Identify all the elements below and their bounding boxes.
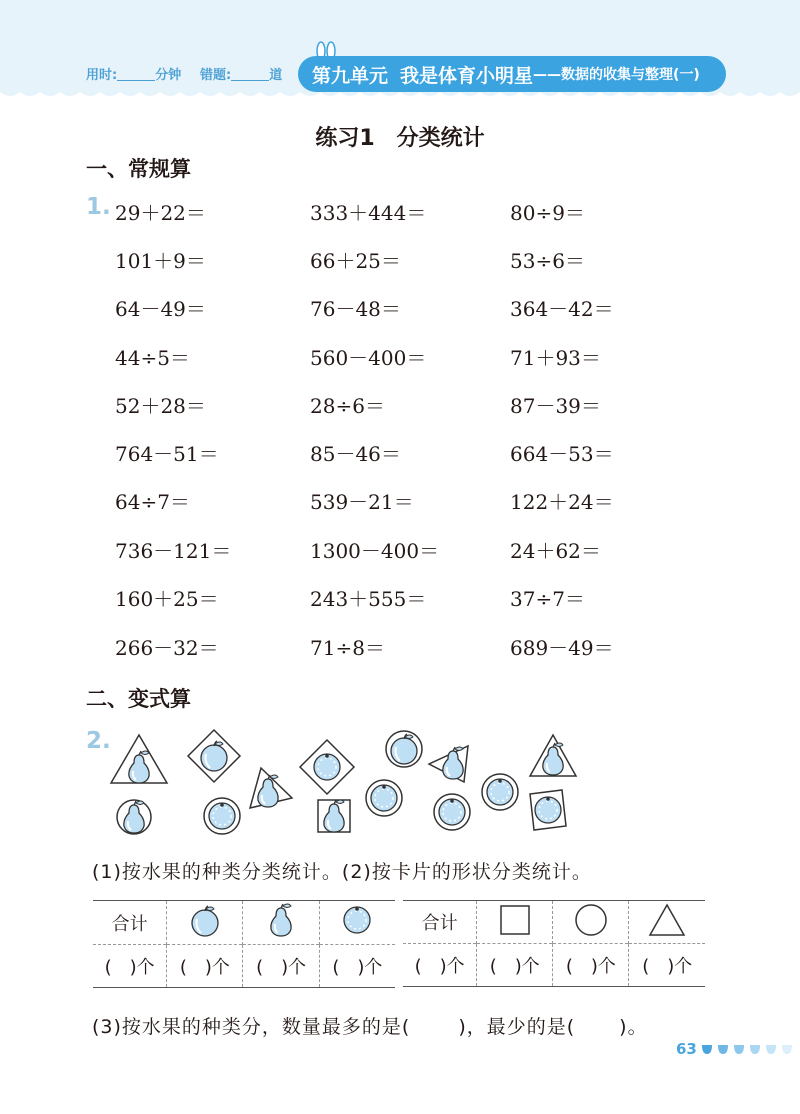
question-2-part-1-2: (1)按水果的种类分类统计。(2)按卡片的形状分类统计。	[92, 861, 592, 883]
equation: 122＋24＝	[510, 490, 614, 514]
equation: 64－49＝	[115, 297, 206, 321]
square-card-with-orange	[524, 788, 568, 832]
circle-card-with-pear	[115, 798, 153, 836]
square-header	[477, 901, 553, 944]
equation: 76－48＝	[310, 297, 401, 321]
circle-card-with-orange	[364, 778, 404, 818]
equation: 101＋9＝	[115, 249, 206, 273]
square-icon	[499, 904, 531, 936]
diamond-card-with-apple	[186, 728, 242, 784]
shape-count-table	[403, 900, 705, 987]
equation: 71＋93＝	[510, 346, 601, 370]
errors-blank[interactable]	[231, 68, 269, 81]
count-blank[interactable]: ( )个	[319, 945, 395, 988]
section-1-title: 一、常规算	[86, 157, 191, 181]
equation: 28÷6＝	[310, 394, 385, 418]
question-2-part-3: (3)按水果的种类分，数量最多的是( )，最少的是( )。	[92, 1016, 648, 1038]
equation: 1300－400＝	[310, 539, 440, 563]
equation: 364－42＝	[510, 297, 614, 321]
section-2-title: 二、变式算	[86, 687, 191, 711]
diamond-card-with-orange	[298, 738, 356, 796]
circle-card-with-orange	[202, 796, 242, 836]
time-field: 用时: 分钟	[86, 68, 182, 83]
equation: 689－49＝	[510, 636, 614, 660]
triangle-card-with-pear	[424, 742, 474, 786]
unit-banner	[298, 56, 726, 92]
equation: 764－51＝	[115, 442, 219, 466]
equation: 44÷5＝	[115, 346, 190, 370]
circle-card-with-apple	[384, 729, 424, 769]
triangle-card-with-pear	[108, 732, 170, 786]
count-blank[interactable]: ( )个	[167, 945, 243, 988]
equation: 64÷7＝	[115, 490, 190, 514]
unit-label: 第九单元	[312, 64, 389, 87]
errors-field: 错题: 道	[200, 68, 283, 83]
circle-card-with-orange	[480, 772, 520, 812]
count-blank[interactable]: ( )个	[403, 944, 477, 987]
orange-header	[319, 901, 395, 945]
question-2-number: 2.	[86, 728, 111, 754]
total-label: 合计	[403, 901, 477, 944]
equation: 66＋25＝	[310, 249, 401, 273]
page-number: 63	[676, 1040, 697, 1058]
equation: 29＋22＝	[115, 201, 206, 225]
equation: 24＋62＝	[510, 539, 601, 563]
equation: 266－32＝	[115, 636, 219, 660]
apple-icon	[188, 903, 222, 937]
time-blank[interactable]	[117, 68, 155, 81]
equation: 52＋28＝	[115, 394, 206, 418]
equation: 53÷6＝	[510, 249, 585, 273]
square-card-with-pear	[316, 798, 352, 834]
count-blank[interactable]: ( )个	[629, 944, 705, 987]
apple-header	[167, 901, 243, 945]
orange-icon	[340, 903, 374, 937]
pear-header	[243, 901, 319, 945]
page-dots-decoration	[700, 1042, 795, 1056]
equation: 71÷8＝	[310, 636, 385, 660]
triangle-icon	[648, 903, 686, 937]
equation: 85－46＝	[310, 442, 401, 466]
equation: 87－39＝	[510, 394, 601, 418]
unit-subtitle: ——数据的收集与整理(一)	[533, 67, 700, 83]
total-label: 合计	[93, 901, 167, 945]
equation: 80÷9＝	[510, 201, 585, 225]
triangle-card-with-pear	[528, 732, 578, 778]
equation: 560－400＝	[310, 346, 427, 370]
equation: 539－21＝	[310, 490, 414, 514]
circle-header	[553, 901, 629, 944]
equation: 37÷7＝	[510, 587, 585, 611]
circle-card-with-orange	[432, 792, 472, 832]
triangle-header	[629, 901, 705, 944]
equation: 243＋555＝	[310, 587, 427, 611]
triangle-card-with-pear	[246, 764, 296, 810]
equation: 664－53＝	[510, 442, 614, 466]
unit-title: 我是体育小明星	[400, 64, 534, 87]
count-blank[interactable]: ( )个	[93, 945, 167, 988]
circle-icon	[574, 903, 608, 937]
question-1-number: 1.	[86, 194, 111, 220]
equation: 160＋25＝	[115, 587, 219, 611]
pear-icon	[264, 902, 298, 938]
count-blank[interactable]: ( )个	[553, 944, 629, 987]
equation: 736－121＝	[115, 539, 232, 563]
count-blank[interactable]: ( )个	[477, 944, 553, 987]
fruit-count-table	[93, 900, 395, 988]
count-blank[interactable]: ( )个	[243, 945, 319, 988]
equation: 333＋444＝	[310, 201, 427, 225]
page-title: 练习1 分类统计	[315, 126, 485, 151]
